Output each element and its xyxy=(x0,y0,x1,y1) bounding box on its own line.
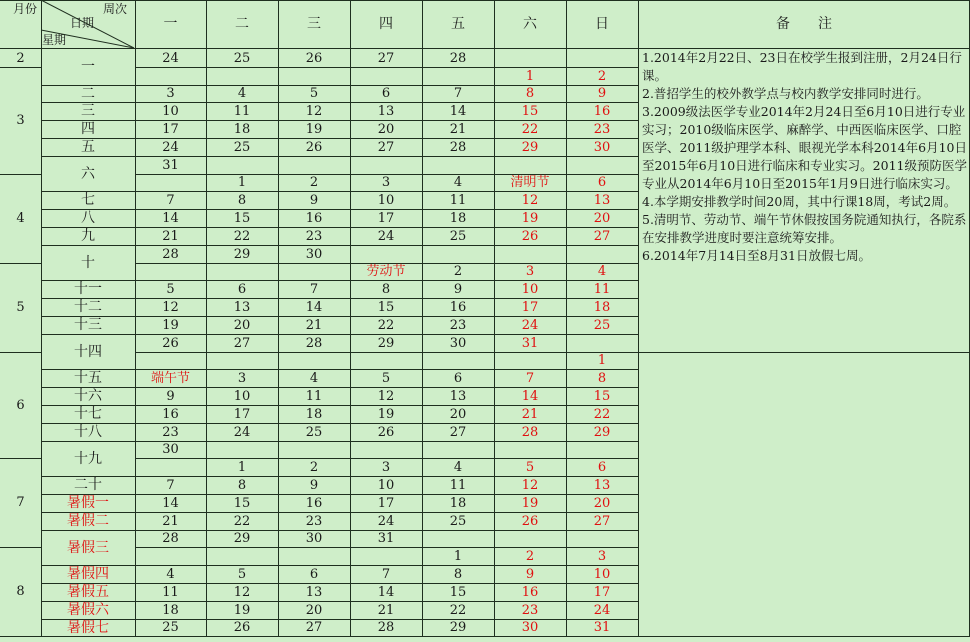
date-cell: 23 xyxy=(162,424,179,440)
date-cell: 23 xyxy=(305,513,323,529)
date-cell: 27 xyxy=(305,620,323,635)
week-label: 九 xyxy=(81,228,95,244)
date-cell: 10 xyxy=(377,477,395,493)
date-cell: 19 xyxy=(521,495,539,511)
row-line xyxy=(135,352,638,353)
date-cell: 8 xyxy=(525,86,535,101)
month-label: 2 xyxy=(16,50,25,66)
date-cell: 15 xyxy=(449,584,467,600)
date-cell: 3 xyxy=(237,370,247,386)
date-cell: 23 xyxy=(449,317,467,333)
date-cell: 8 xyxy=(237,192,247,208)
date-cell: 25 xyxy=(449,228,467,244)
date-cell: 14 xyxy=(521,388,539,404)
date-cell: 10 xyxy=(377,192,395,208)
week-label: 十三 xyxy=(74,317,102,333)
date-cell: 30 xyxy=(449,335,467,351)
note-item: 5.清明节、劳动节、端午节休假按国务院通知执行，各院系在安排教学进度时要注意统筹安排。 xyxy=(642,212,967,245)
date-cell: 15 xyxy=(233,495,251,511)
week-label: 十九 xyxy=(74,450,102,467)
date-cell: 2 xyxy=(309,459,319,475)
date-cell: 11 xyxy=(305,388,323,404)
date-cell: 4 xyxy=(597,264,607,279)
date-cell: 11 xyxy=(233,103,251,119)
date-cell: 20 xyxy=(377,121,395,137)
date-cell: 11 xyxy=(162,584,179,600)
month-label: 3 xyxy=(16,113,25,128)
date-cell: 2 xyxy=(597,68,607,84)
date-cell: 3 xyxy=(525,264,535,279)
date-cell: 3 xyxy=(166,86,175,101)
month-label: 5 xyxy=(16,300,25,315)
date-cell: 29 xyxy=(233,531,251,546)
date-cell: 13 xyxy=(305,584,323,600)
date-cell: 12 xyxy=(521,192,539,208)
date-cell: 24 xyxy=(162,50,179,66)
date-cell: 12 xyxy=(521,477,539,493)
date-cell: 20 xyxy=(593,210,611,226)
notes-end-line xyxy=(638,352,970,353)
week-label: 暑假六 xyxy=(67,602,109,618)
week-label: 六 xyxy=(81,165,95,182)
date-cell: 6 xyxy=(309,566,319,582)
week-label: 一 xyxy=(81,59,95,75)
date-cell: 4 xyxy=(453,175,463,190)
week-label: 暑假一 xyxy=(67,495,109,511)
date-cell: 12 xyxy=(162,299,179,315)
date-cell: 13 xyxy=(593,192,611,208)
date-cell: 30 xyxy=(305,246,323,262)
date-cell: 19 xyxy=(521,210,539,226)
date-cell: 11 xyxy=(449,477,467,493)
day-header-wed: 三 xyxy=(307,16,321,32)
date-cell: 5 xyxy=(525,459,535,475)
date-cell: 23 xyxy=(305,228,323,244)
date-cell: 26 xyxy=(521,228,539,244)
week-label: 暑假五 xyxy=(67,584,109,600)
note-item: 6.2014年7月14日至8月31日放假七周。 xyxy=(642,248,871,263)
week-label: 十四 xyxy=(74,343,102,360)
date-cell: 19 xyxy=(162,317,179,333)
grid-line-v xyxy=(638,0,639,636)
date-cell: 14 xyxy=(162,495,179,511)
date-cell: 25 xyxy=(233,139,251,155)
date-cell: 11 xyxy=(449,192,467,208)
date-cell: 29 xyxy=(449,620,467,635)
date-cell: 8 xyxy=(237,477,247,493)
date-cell: 4 xyxy=(309,370,319,386)
date-cell: 28 xyxy=(521,424,539,440)
date-cell: 12 xyxy=(377,388,395,404)
date-cell: 16 xyxy=(305,210,323,226)
notes-panel xyxy=(641,49,968,265)
date-cell: 15 xyxy=(233,210,251,226)
date-cell: 4 xyxy=(453,459,463,475)
date-cell: 29 xyxy=(233,246,251,262)
date-label: 日期 xyxy=(70,16,95,30)
date-cell: 7 xyxy=(381,566,391,582)
date-cell: 13 xyxy=(449,388,467,404)
header-diagonal xyxy=(0,0,135,49)
date-cell: 25 xyxy=(449,513,467,529)
date-cell: 29 xyxy=(377,335,395,351)
date-cell: 15 xyxy=(377,299,395,315)
date-cell: 25 xyxy=(162,620,179,635)
date-cell: 27 xyxy=(377,139,395,155)
date-cell: 4 xyxy=(166,566,175,582)
week-label: 七 xyxy=(81,192,95,208)
day-header-sun: 日 xyxy=(595,16,609,32)
week-label: 十八 xyxy=(74,424,102,440)
day-header-tue: 二 xyxy=(235,16,249,32)
day-header-fri: 五 xyxy=(451,16,465,32)
date-cell: 21 xyxy=(521,406,539,422)
date-cell: 5 xyxy=(309,86,319,101)
date-cell: 28 xyxy=(449,139,467,155)
date-cell: 9 xyxy=(309,477,319,493)
date-cell: 7 xyxy=(309,281,319,297)
week-label: 暑假四 xyxy=(67,566,109,582)
grid-line-h xyxy=(0,636,970,637)
date-cell: 6 xyxy=(597,175,607,190)
date-cell: 29 xyxy=(593,424,611,440)
week-label: 十 xyxy=(81,254,95,271)
date-cell: 28 xyxy=(305,335,323,351)
month-label: 月份 xyxy=(13,2,38,16)
week-label: 暑假三 xyxy=(67,539,109,556)
date-cell: 6 xyxy=(237,281,247,297)
date-cell: 31 xyxy=(162,157,179,173)
date-cell: 24 xyxy=(233,424,251,440)
date-cell: 9 xyxy=(453,281,463,297)
holiday-label: 劳动节 xyxy=(366,264,406,279)
date-cell: 24 xyxy=(162,139,179,155)
note-item: 3.2009级法医学专业2014年2月24日至6月10日进行专业实习；2010级临床医学、麻醉学、中西医临床医学、口腔医学、2011级护理学本科、眼视光学本科2014年6月10日至2015年6月10日进行临床和专业实习。2011级预防医学专业从2014年6月10日至2015年1月9日进行临床实习。 xyxy=(642,104,967,191)
date-cell: 28 xyxy=(377,620,395,635)
date-cell: 6 xyxy=(381,86,391,101)
date-cell: 22 xyxy=(449,602,467,618)
date-cell: 8 xyxy=(597,370,607,386)
date-cell: 18 xyxy=(162,602,179,618)
date-cell: 1 xyxy=(525,68,535,84)
row-line xyxy=(135,441,638,442)
week-label: 二 xyxy=(81,85,95,102)
date-cell: 27 xyxy=(593,513,611,529)
date-cell: 13 xyxy=(233,299,251,315)
date-cell: 10 xyxy=(162,103,179,119)
date-cell: 26 xyxy=(377,424,395,440)
date-cell: 25 xyxy=(233,50,251,66)
date-cell: 17 xyxy=(593,584,611,600)
note-item: 2.普招学生的校外教学点与校内教学安排同时进行。 xyxy=(642,86,929,101)
date-cell: 15 xyxy=(593,388,611,404)
date-cell: 14 xyxy=(305,299,323,315)
date-cell: 10 xyxy=(233,388,251,404)
date-cell: 2 xyxy=(309,175,319,190)
date-cell: 20 xyxy=(233,317,251,333)
date-cell: 1 xyxy=(597,353,607,368)
date-cell: 17 xyxy=(377,495,395,511)
month-label: 4 xyxy=(16,211,25,226)
date-cell: 9 xyxy=(597,86,607,101)
date-cell: 18 xyxy=(305,406,323,422)
week-label: 十六 xyxy=(74,388,102,404)
week-label: 三 xyxy=(81,103,95,119)
week-label: 十一 xyxy=(74,281,102,297)
week-label: 八 xyxy=(81,210,95,226)
date-cell: 30 xyxy=(593,139,611,155)
date-cell: 14 xyxy=(377,584,395,600)
date-cell: 17 xyxy=(521,299,539,315)
date-cell: 6 xyxy=(453,370,463,386)
date-cell: 5 xyxy=(166,281,175,297)
date-cell: 21 xyxy=(162,513,179,529)
date-cell: 26 xyxy=(521,513,539,529)
date-cell: 27 xyxy=(377,50,395,66)
notes-header: 备 注 xyxy=(776,16,832,32)
date-cell: 31 xyxy=(593,620,611,635)
date-cell: 13 xyxy=(377,103,395,119)
week-label: 五 xyxy=(81,139,95,155)
date-cell: 27 xyxy=(449,424,467,440)
date-cell: 26 xyxy=(305,139,323,155)
day-header-sat: 六 xyxy=(523,16,537,32)
date-cell: 9 xyxy=(166,388,175,404)
week-label: 十七 xyxy=(74,406,102,422)
date-cell: 9 xyxy=(525,566,535,582)
date-cell: 30 xyxy=(162,442,179,457)
date-cell: 18 xyxy=(233,121,251,137)
month-label: 8 xyxy=(16,584,25,599)
date-cell: 17 xyxy=(377,210,395,226)
date-cell: 10 xyxy=(593,566,611,582)
date-cell: 10 xyxy=(521,281,539,297)
date-cell: 3 xyxy=(381,459,391,475)
date-cell: 23 xyxy=(521,602,539,618)
date-cell: 1 xyxy=(237,459,247,475)
date-cell: 20 xyxy=(593,495,611,511)
date-cell: 19 xyxy=(305,121,323,137)
date-cell: 15 xyxy=(521,103,539,119)
date-cell: 18 xyxy=(449,495,467,511)
date-cell: 24 xyxy=(377,228,395,244)
date-cell: 16 xyxy=(593,103,611,119)
date-cell: 28 xyxy=(162,246,179,262)
date-cell: 5 xyxy=(381,370,391,386)
date-cell: 11 xyxy=(593,281,611,297)
month-label: 6 xyxy=(16,397,25,413)
week-label: 暑假七 xyxy=(67,619,109,636)
date-cell: 3 xyxy=(381,175,391,190)
date-cell: 27 xyxy=(233,335,251,351)
date-cell: 23 xyxy=(593,121,611,137)
date-cell: 16 xyxy=(521,584,539,600)
date-cell: 14 xyxy=(162,210,179,226)
date-cell: 12 xyxy=(305,103,323,119)
date-cell: 13 xyxy=(593,477,611,493)
date-cell: 6 xyxy=(597,459,607,475)
date-cell: 26 xyxy=(162,335,179,351)
date-cell: 28 xyxy=(449,50,467,66)
date-cell: 7 xyxy=(525,370,535,386)
date-cell: 22 xyxy=(233,513,251,529)
weekday-label: 星期 xyxy=(42,33,67,47)
date-cell: 21 xyxy=(377,602,395,618)
date-cell: 2 xyxy=(453,264,463,279)
date-cell: 16 xyxy=(162,406,179,422)
date-cell: 18 xyxy=(449,210,467,226)
date-cell: 17 xyxy=(233,406,251,422)
date-cell: 2 xyxy=(525,548,535,564)
date-cell: 25 xyxy=(305,424,323,440)
date-cell: 27 xyxy=(593,228,611,244)
date-cell: 16 xyxy=(305,495,323,511)
date-cell: 21 xyxy=(449,121,467,137)
date-cell: 30 xyxy=(521,620,539,635)
week-number-label: 周次 xyxy=(103,2,128,16)
date-cell: 22 xyxy=(377,317,395,333)
date-cell: 7 xyxy=(453,86,463,101)
date-cell: 8 xyxy=(381,281,391,297)
date-cell: 24 xyxy=(593,602,611,618)
week-label: 十五 xyxy=(74,370,102,386)
week-label: 二十 xyxy=(74,477,102,493)
date-cell: 5 xyxy=(237,566,247,582)
date-cell: 1 xyxy=(237,175,247,190)
date-cell: 1 xyxy=(453,548,463,564)
day-header-thu: 四 xyxy=(379,16,393,32)
day-header-mon: 一 xyxy=(163,16,178,32)
date-cell: 24 xyxy=(377,513,395,529)
date-cell: 20 xyxy=(449,406,467,422)
date-cell: 14 xyxy=(449,103,467,119)
date-cell: 12 xyxy=(233,584,251,600)
date-cell: 21 xyxy=(305,317,323,333)
holiday-label: 端午节 xyxy=(150,370,190,386)
week-label: 四 xyxy=(81,121,95,137)
note-item: 4.本学期安排教学时间20周，其中行课18周，考试2周。 xyxy=(642,194,957,209)
date-cell: 25 xyxy=(593,317,611,333)
date-cell: 20 xyxy=(305,602,323,618)
date-cell: 16 xyxy=(449,299,467,315)
date-cell: 29 xyxy=(521,139,539,155)
week-label: 十二 xyxy=(74,299,102,315)
date-cell: 31 xyxy=(521,335,539,351)
note-item: 1.2014年2月22日、23日在校学生报到注册，2月24日行课。 xyxy=(642,50,962,83)
week-label: 暑假二 xyxy=(67,513,109,529)
date-cell: 7 xyxy=(166,477,175,493)
date-cell: 8 xyxy=(453,566,463,582)
date-cell: 21 xyxy=(162,228,179,244)
date-cell: 7 xyxy=(166,192,175,208)
row-line xyxy=(135,156,638,157)
date-cell: 3 xyxy=(597,548,607,564)
date-cell: 30 xyxy=(305,531,323,546)
date-cell: 26 xyxy=(233,620,251,635)
date-cell: 22 xyxy=(233,228,251,244)
date-cell: 26 xyxy=(305,50,323,66)
holiday-label: 清明节 xyxy=(510,175,550,190)
date-cell: 4 xyxy=(237,86,247,101)
month-label: 7 xyxy=(16,495,25,510)
date-cell: 19 xyxy=(377,406,395,422)
date-cell: 9 xyxy=(309,192,319,208)
date-cell: 22 xyxy=(521,121,539,137)
date-cell: 31 xyxy=(377,531,395,546)
date-cell: 24 xyxy=(521,317,539,333)
date-cell: 28 xyxy=(162,531,179,546)
date-cell: 17 xyxy=(162,121,179,137)
date-cell: 19 xyxy=(233,602,251,618)
date-cell: 18 xyxy=(593,299,611,315)
date-cell: 22 xyxy=(593,406,611,422)
